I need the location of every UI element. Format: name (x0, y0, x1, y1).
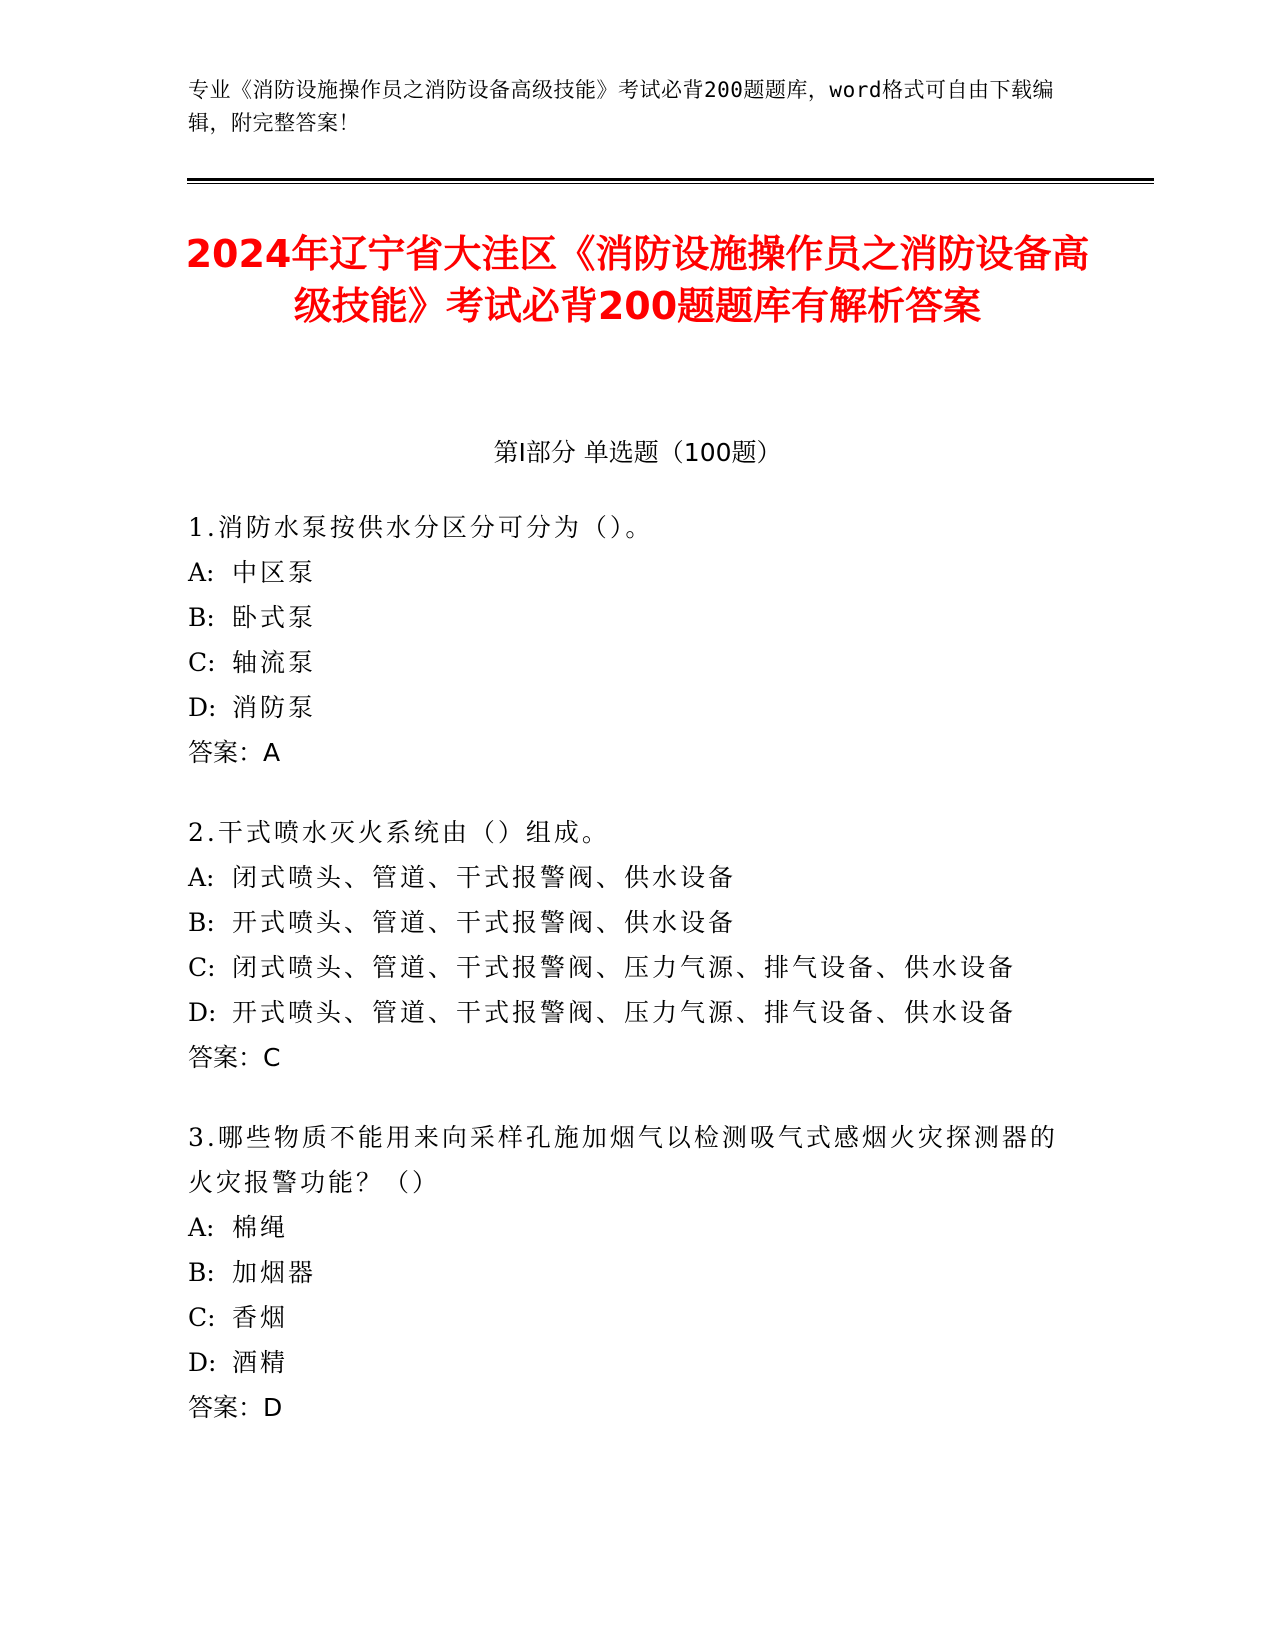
option-d (188, 990, 1068, 1035)
question-3 (188, 1115, 1068, 1430)
option-a (188, 1205, 1068, 1250)
option-letter: A: (188, 1213, 215, 1242)
question-1 (188, 505, 1068, 775)
option-letter: D: (188, 1348, 217, 1377)
option-text: 加烟器 (232, 1258, 317, 1287)
question-stem: 1.消防水泵按供水分区分可分为（）。 (188, 513, 654, 542)
option-text: 酒精 (232, 1348, 289, 1377)
document-title: 2024年辽宁省大洼区《消防设施操作员之消防设备高级技能》考试必背200题题库有解析答案 (185, 232, 1090, 328)
option-letter: D: (188, 998, 217, 1027)
option-text: 中区泵 (232, 558, 317, 587)
question-stem: 2.干式喷水灭火系统由（）组成。 (188, 818, 610, 847)
option-letter: B: (188, 603, 215, 632)
header-note: 专业《消防设施操作员之消防设备高级技能》考试必背200题题库，word格式可自由下载编辑，附完整答案！ (188, 78, 1054, 135)
option-text: 棉绳 (232, 1213, 289, 1242)
option-d (188, 1340, 1068, 1385)
option-letter: A: (188, 558, 215, 587)
answer: 答案：C (188, 1043, 281, 1072)
option-letter: C: (188, 953, 216, 982)
option-letter: B: (188, 1258, 215, 1287)
option-text: 消防泵 (232, 693, 317, 722)
header-divider-thin (187, 183, 1154, 184)
option-letter: D: (188, 693, 217, 722)
option-letter: C: (188, 648, 216, 677)
option-d (188, 685, 1068, 730)
option-letter: C: (188, 1303, 216, 1332)
option-c (188, 1295, 1068, 1340)
option-c (188, 945, 1068, 990)
question-stem: 3.哪些物质不能用来向采样孔施加烟气以检测吸气式感烟火灾探测器的火灾报警功能？（） (188, 1123, 1058, 1197)
option-letter: A: (188, 863, 215, 892)
option-text: 开式喷头、管道、干式报警阀、供水设备 (232, 908, 737, 937)
option-text: 闭式喷头、管道、干式报警阀、供水设备 (232, 863, 737, 892)
option-b (188, 1250, 1068, 1295)
question-2 (188, 810, 1068, 1080)
option-text: 闭式喷头、管道、干式报警阀、压力气源、排气设备、供水设备 (232, 953, 1017, 982)
option-text: 香烟 (232, 1303, 289, 1332)
option-b (188, 900, 1068, 945)
option-text: 开式喷头、管道、干式报警阀、压力气源、排气设备、供水设备 (232, 998, 1017, 1027)
answer: 答案：D (188, 1393, 283, 1422)
option-text: 卧式泵 (232, 603, 317, 632)
section-title: 第I部分 单选题（100题） (493, 438, 782, 467)
option-letter: B: (188, 908, 215, 937)
option-a (188, 550, 1068, 595)
answer: 答案：A (188, 738, 281, 767)
option-a (188, 855, 1068, 900)
header-divider-thick (187, 178, 1154, 181)
option-c (188, 640, 1068, 685)
option-text: 轴流泵 (232, 648, 317, 677)
option-b (188, 595, 1068, 640)
